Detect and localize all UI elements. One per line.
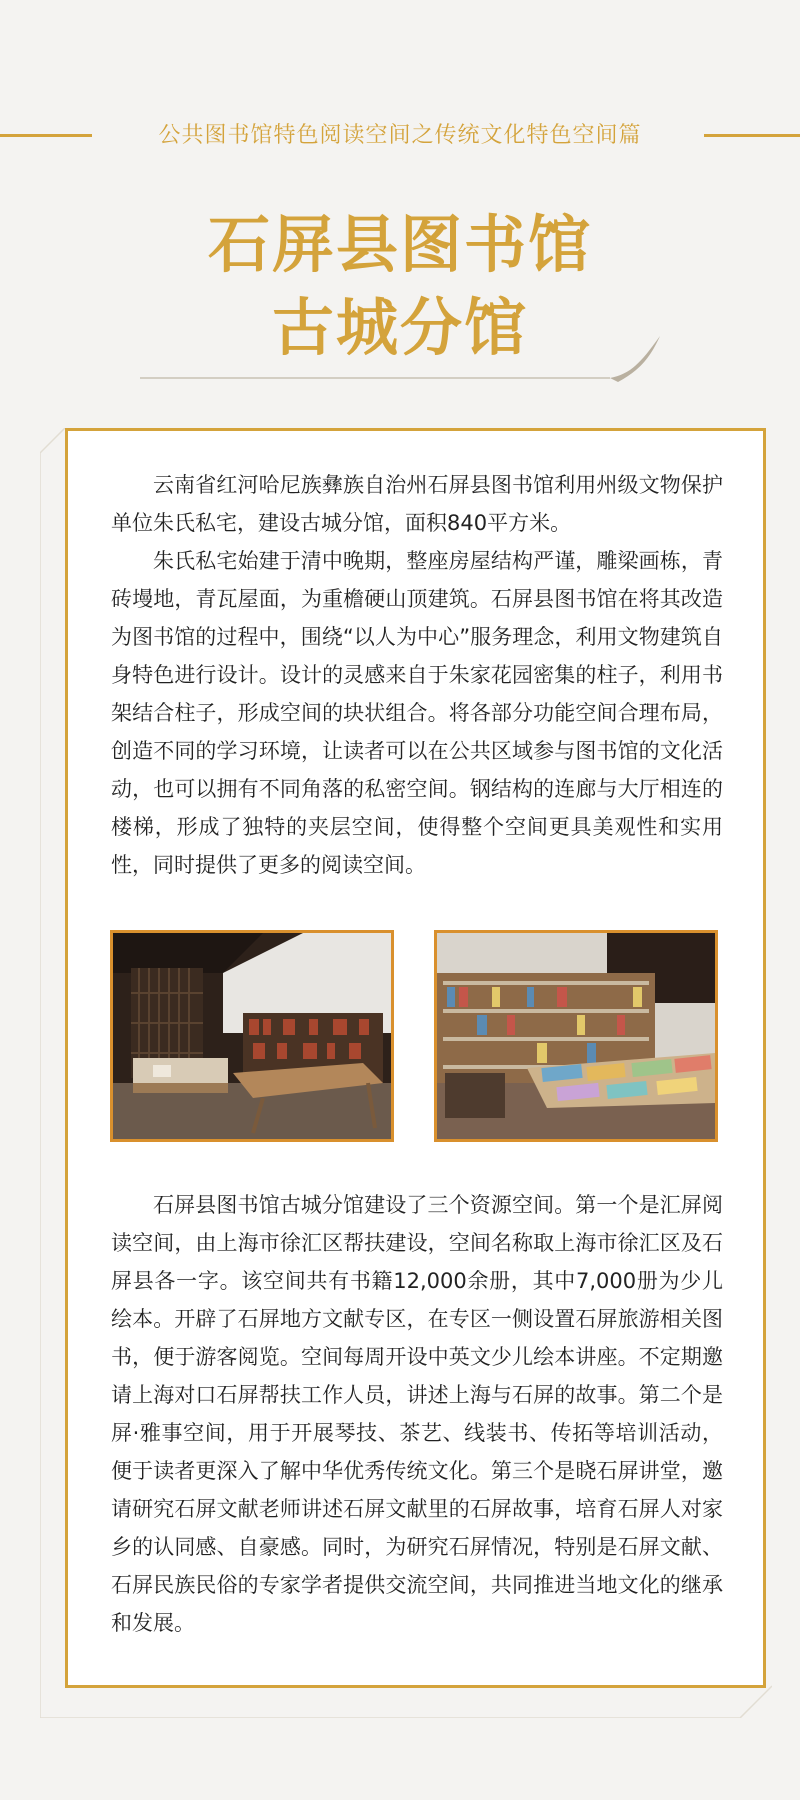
intro-paragraph-2: 朱氏私宅始建于清中晚期，整座房屋结构严谨，雕梁画栋，青砖墁地，青瓦屋面，为重檐硬山顶建筑。石屏县图书馆在将其改造为图书馆的过程中，围绕“以人为中心”服务理念，利用文物建筑自身特色进行设计。设计的灵感来自于朱家花园密集的柱子，利用书架结合柱子，形成空间的块状组合。将各部分功能空间合理布局，创造不同的学习环境，让读者可以在公共区域参与图书馆的文化活动，也可以拥有不同角落的私密空间。钢结构的连廊与大厅相连的楼梯，形成了独特的夹层空间，使得整个空间更具美观性和实用性，同时提供了更多的阅读空间。 <box>111 549 723 877</box>
intro-text <box>111 466 723 884</box>
intro-paragraph-1: 云南省红河哈尼族彝族自治州石屏县图书馆利用州级文物保护单位朱氏私宅，建设古城分馆，面积840平方米。 <box>111 473 723 535</box>
page-title-line-2: 古城分馆 <box>271 291 528 364</box>
resources-text <box>111 1186 723 1642</box>
series-line-left <box>0 134 92 137</box>
photo-reading-room <box>110 930 394 1142</box>
photo-bookshelves <box>434 930 718 1142</box>
series-header <box>0 120 800 152</box>
title-underline-flourish <box>140 336 660 386</box>
page-title-line-1: 石屏县图书馆 <box>207 208 592 281</box>
series-line-right <box>704 134 800 137</box>
series-title: 公共图书馆特色阅读空间之传统文化特色空间篇 <box>158 123 642 148</box>
resources-paragraph-1: 石屏县图书馆古城分馆建设了三个资源空间。第一个是汇屏阅读空间，由上海市徐汇区帮扶建设，空间名称取上海市徐汇区及石屏县各一字。该空间共有书籍12,000余册，其中7,000册为少儿绘本。开辟了石屏地方文献专区，在专区一侧设置石屏旅游相关图书，便于游客阅览。空间每周开设中英文少儿绘本讲座。不定期邀请上海对口石屏帮扶工作人员，讲述上海与石屏的故事。第二个是屏·雅事空间，用于开展琴技、茶艺、线装书、传拓等培训活动，便于读者更深入了解中华优秀传统文化。第三个是晓石屏讲堂，邀请研究石屏文献老师讲述石屏文献里的石屏故事，培育石屏人对家乡的认同感、自豪感。同时，为研究石屏情况，特别是石屏文献、石屏民族民俗的专家学者提供交流空间，共同推进当地文化的继承和发展。 <box>111 1193 723 1635</box>
